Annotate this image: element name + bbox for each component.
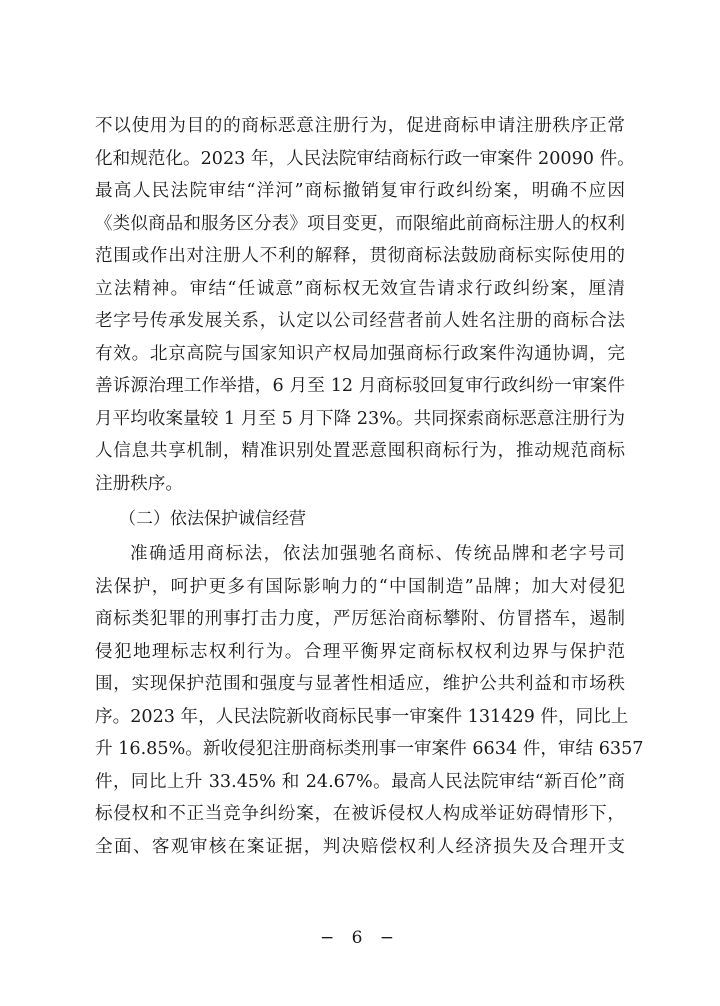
page-number: − 6 −	[319, 928, 401, 948]
text-line: 老字号传承发展关系，认定以公司经营者前人姓名注册的商标合法	[95, 311, 625, 331]
text-line: 最高人民法院审结“洋河”商标撤销复审行政纠纷案，明确不应因	[95, 181, 625, 201]
text-line: 法保护，呵护更多有国际影响力的“中国制造”品牌；加大对侵犯	[95, 576, 625, 597]
text-line: 升 16.85%。新收侵犯注册商标类刑事一审案件 6634 件，审结 6357	[95, 739, 644, 759]
section-heading: （二）依法保护诚信经营	[119, 509, 306, 529]
text-line: 人信息共享机制，精准识别处置恶意囤积商标行为，推动规范商标	[95, 441, 625, 461]
text-line: 化和规范化。2023 年，人民法院审结商标行政一审案件 20090 件。	[95, 148, 635, 169]
text-line: 有效。北京高院与国家知识产权局加强商标行政案件沟通协调，完	[95, 343, 625, 364]
text-line: 善诉源治理工作举措，6 月至 12 月商标驳回复审行政纠纷一审案件	[95, 376, 625, 396]
text-line: 立法精神。审结“任诚意”商标权无效宣告请求行政纠纷案，厘清	[95, 278, 625, 299]
text-line: 《类似商品和服务区分表》项目变更，而限缩此前商标注册人的权利	[95, 213, 625, 234]
body-text	[95, 110, 644, 863]
text-line: 围，实现保护范围和强度与显著性相适应，维护公共利益和市场秩	[95, 674, 625, 694]
paragraph-trademark-administrative	[95, 110, 635, 500]
text-line: 范围或作出对注册人不利的解释，贯彻商标法鼓励商标实际使用的	[95, 246, 625, 266]
text-line: 注册秩序。	[95, 473, 183, 494]
text-line: 序。2023 年，人民法院新收商标民事一审案件 131429 件，同比上	[95, 706, 629, 727]
text-line: 标侵权和不正当竞争纠纷案，在被诉侵权人构成举证妨碍情形下，	[95, 804, 625, 824]
text-line: 侵犯地理标志权利行为。合理平衡界定商标权权利边界与保护范	[95, 641, 625, 662]
text-line: 不以使用为目的的商标恶意注册行为，促进商标申请注册秩序正常	[95, 116, 625, 136]
text-line: 月平均收案量较 1 月至 5 月下降 23%。共同探索商标恶意注册行为	[95, 408, 625, 429]
paragraph-integrity-protection	[95, 538, 644, 863]
text-line: 准确适用商标法，依法加强驰名商标、传统品牌和老字号司	[130, 544, 625, 564]
text-line: 商标类犯罪的刑事打击力度，严厉惩治商标攀附、仿冒搭车，遏制	[95, 609, 625, 629]
text-line: 全面、客观审核在案证据，判决赔偿权利人经济损失及合理开支	[95, 836, 625, 857]
text-line: 件，同比上升 33.45% 和 24.67%。最高人民法院审结“新百伦”商	[95, 771, 625, 792]
